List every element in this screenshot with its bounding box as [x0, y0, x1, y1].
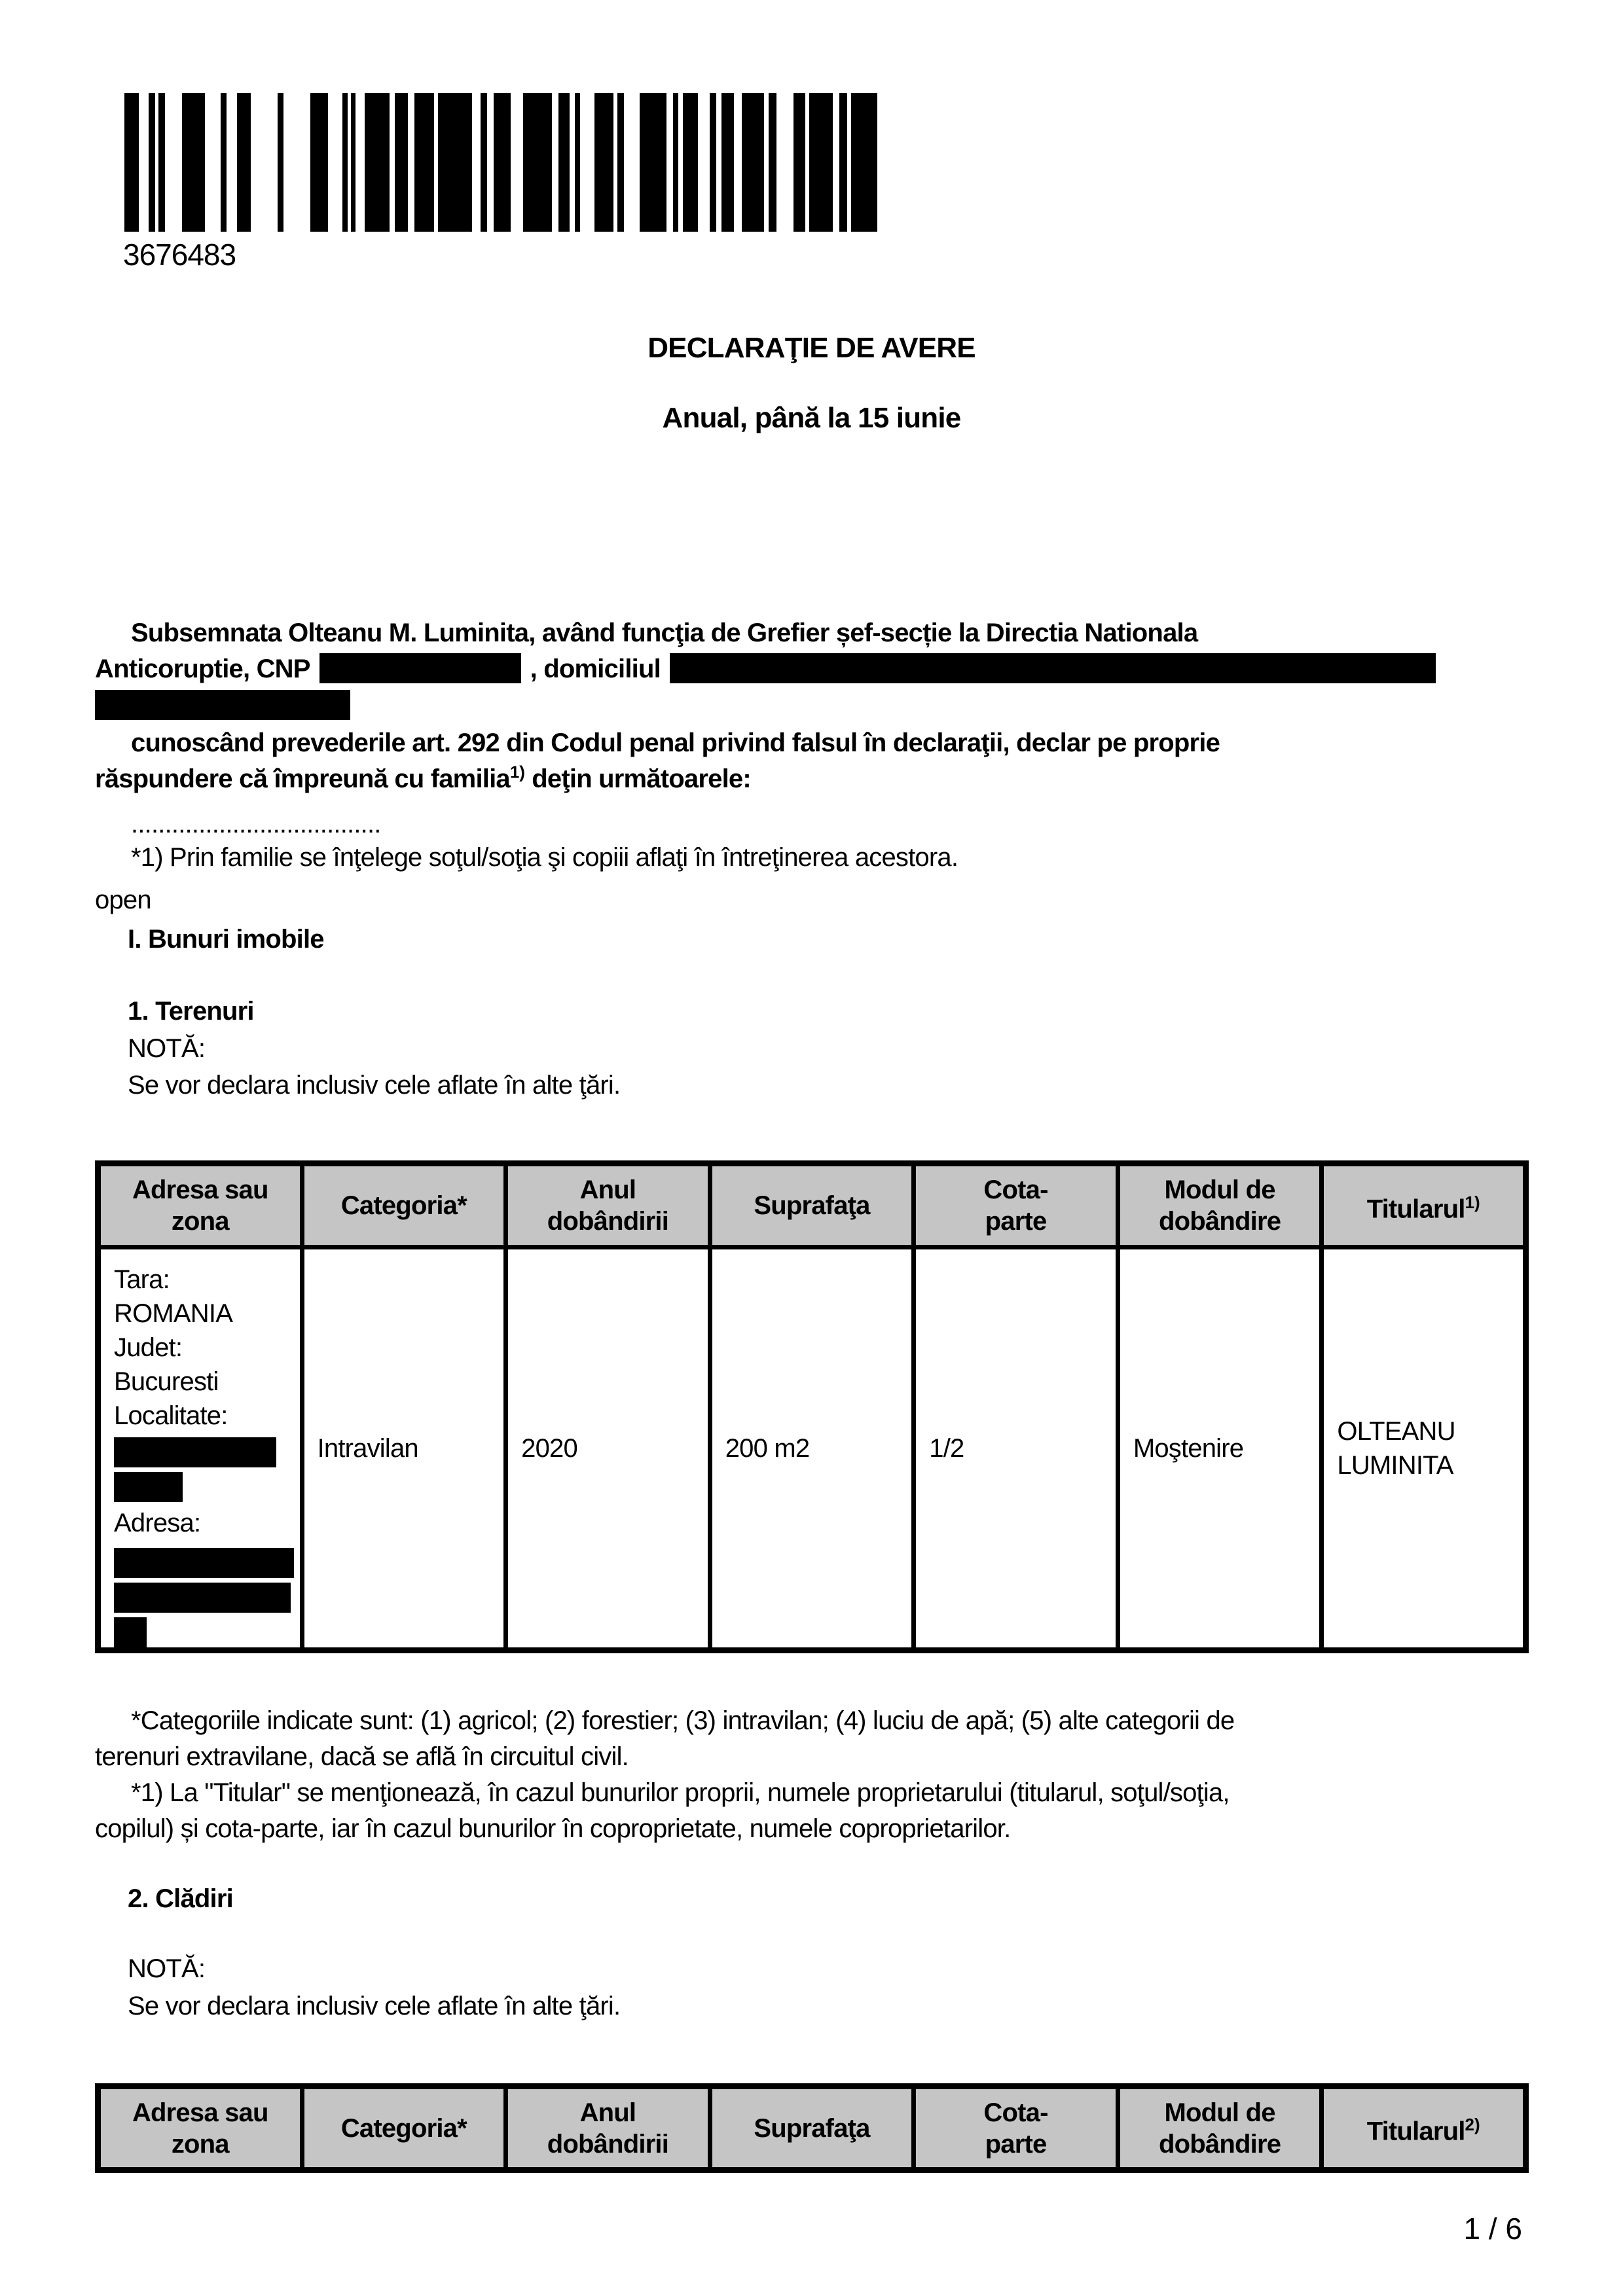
barcode-bar [742, 93, 763, 232]
bld-col-titular-label: Titularul [1366, 2117, 1465, 2146]
intro-line-3 [95, 688, 1529, 723]
nota-text-2: Se vor declara inclusiv cele aflate în alte ţări. [128, 1992, 621, 2020]
barcode-gap [251, 93, 278, 232]
oath-line-2 [95, 761, 1529, 797]
redaction-box-cnp [319, 653, 521, 683]
page-number: 1 / 6 [1463, 2212, 1522, 2246]
bld-col-cota-l2: parte [985, 2129, 1047, 2159]
bld-col-cota-l1: Cota- [983, 2098, 1048, 2127]
bld-col-suprafata-l1: Suprafaţa [754, 2113, 870, 2143]
page-title: DECLARAŢIE DE AVERE [647, 332, 976, 364]
bld-col-categoria-l1: Categoria* [340, 2113, 467, 2143]
buildings-table [95, 2083, 1529, 2173]
addr-judet-value: Bucuresti [114, 1367, 219, 1396]
land-col-adresa-l1: Adresa sau [132, 1175, 268, 1204]
barcode-bar [793, 93, 805, 232]
bld-col-anul [506, 2087, 710, 2170]
land-col-categoria [302, 1164, 506, 1247]
barcode-gap [776, 93, 793, 232]
barcode-gap [666, 93, 673, 232]
land-col-adresa-l2: zona [171, 1207, 229, 1236]
land-col-titular-sup: 1) [1465, 1192, 1480, 1212]
page-subtitle: Anual, până la 15 iunie [662, 402, 961, 434]
intro-line-2-mid: , domiciliul [530, 655, 661, 683]
land-col-anul-l2: dobândirii [547, 1207, 669, 1236]
barcode-gap [205, 93, 221, 232]
land-cell-adresa [98, 1247, 302, 1651]
barcode-bar [351, 93, 356, 232]
barcode-gap [165, 93, 182, 232]
land-col-suprafata-l1: Suprafaţa [754, 1191, 870, 1220]
barcode-number: 3676483 [123, 238, 236, 272]
barcode-gap [227, 93, 238, 232]
land-col-titular-label: Titularul [1366, 1194, 1465, 1224]
bld-col-anul-l1: Anul [579, 2098, 636, 2127]
barcode-bar [769, 93, 776, 232]
nota-text-1: Se vor declara inclusiv cele aflate în alte ţări. [128, 1071, 621, 1100]
barcode-bar [494, 93, 511, 232]
addr-judet-label: Judet: [114, 1333, 183, 1362]
buildings-table-header-row [98, 2087, 1526, 2170]
oath-line-2-post: deţin următoarele: [524, 764, 751, 793]
land-cell-modul: Moştenire [1118, 1247, 1322, 1651]
barcode-gap [678, 93, 683, 232]
barcode-bar [278, 93, 283, 232]
bld-col-adresa [98, 2087, 302, 2170]
categories-note-line-2: terenuri extravilane, dacă se află în circuitul civil. [95, 1742, 629, 1771]
redaction-box-adresa-3 [114, 1617, 147, 1647]
intro-line-2-text: Anticoruptie, CNP [95, 655, 310, 683]
land-col-anul-l1: Anul [579, 1175, 636, 1204]
barcode-gap [570, 93, 575, 232]
barcode-bar [839, 93, 847, 232]
land-col-modul [1118, 1164, 1322, 1247]
bld-col-adresa-l2: zona [171, 2129, 229, 2159]
land-cell-suprafata: 200 m2 [710, 1247, 914, 1651]
open-text: open [95, 886, 151, 914]
nota-label-1: NOTĂ: [128, 1034, 206, 1063]
barcode-gap [624, 93, 640, 232]
land-cell-categoria: Intravilan [302, 1247, 506, 1651]
land-col-anul [506, 1164, 710, 1247]
addr-localitate-label: Localitate: [114, 1401, 228, 1430]
nota-label-2: NOTĂ: [128, 1954, 206, 1983]
barcode-gap [716, 93, 721, 232]
addr-tara-label: Tara: [114, 1265, 170, 1294]
barcode-gap [552, 93, 558, 232]
oath-footnote-sup: 1) [509, 762, 525, 782]
bld-col-titular-sup: 2) [1465, 2115, 1480, 2135]
barcode-bar [395, 93, 408, 232]
barcode-gap [764, 93, 769, 232]
redaction-box-localitate-2 [114, 1472, 183, 1502]
land-table-header-row [98, 1164, 1526, 1247]
barcode-bar [721, 93, 735, 232]
barcode-gap [356, 93, 365, 232]
barcode-bar [237, 93, 251, 232]
barcode-bar [365, 93, 389, 232]
barcode [124, 93, 877, 232]
addr-adresa-label: Adresa: [114, 1509, 201, 1537]
barcode-bar [575, 93, 580, 232]
land-cell-anul: 2020 [506, 1247, 710, 1651]
redaction-box-adresa-2 [114, 1583, 291, 1613]
redaction-box-adresa-1 [114, 1548, 294, 1578]
barcode-gap [390, 93, 395, 232]
barcode-bar [851, 93, 877, 232]
bld-col-anul-l2: dobândirii [547, 2129, 669, 2159]
barcode-bar [438, 93, 471, 232]
barcode-bar [594, 93, 614, 232]
land-col-modul-l2: dobândire [1159, 1207, 1281, 1236]
barcode-bar [673, 93, 678, 232]
redaction-box-domiciliu-2 [95, 690, 350, 720]
intro-line-2 [95, 651, 1529, 687]
barcode-gap [734, 93, 742, 232]
land-table-row [98, 1247, 1526, 1651]
titular-note-line-2: copilul) și cota-parte, iar în cazul bunurilor în coproprietate, numele coproprietarilor. [95, 1814, 1011, 1843]
barcode-bar [809, 93, 832, 232]
barcode-bar [221, 93, 227, 232]
barcode-bar [158, 93, 165, 232]
barcode-bar [683, 93, 699, 232]
barcode-bar [481, 93, 487, 232]
land-cell-cota: 1/2 [914, 1247, 1118, 1651]
land-col-cota-l2: parte [985, 1207, 1047, 1236]
barcode-gap [487, 93, 494, 232]
barcode-gap [472, 93, 481, 232]
bld-col-modul-l1: Modul de [1164, 2098, 1275, 2127]
intro-line-1: Subsemnata Olteanu M. Luminita, având funcţia de Grefier șef-secție la Directia Nationala [131, 619, 1198, 647]
barcode-gap [698, 93, 710, 232]
land-col-cota-l1: Cota- [983, 1175, 1048, 1204]
barcode-bar [523, 93, 551, 232]
barcode-bar [710, 93, 716, 232]
section-cladiri: 2. Clădiri [128, 1884, 233, 1913]
land-col-adresa [98, 1164, 302, 1247]
barcode-gap [408, 93, 414, 232]
barcode-gap [283, 93, 310, 232]
barcode-gap [328, 93, 342, 232]
barcode-gap [847, 93, 852, 232]
barcode-bar [310, 93, 329, 232]
bld-col-adresa-l1: Adresa sau [132, 2098, 268, 2127]
barcode-gap [511, 93, 524, 232]
land-cell-titular: OLTEANU LUMINITA [1322, 1247, 1526, 1651]
land-col-cota [914, 1164, 1118, 1247]
land-table [95, 1160, 1529, 1653]
barcode-gap [139, 93, 149, 232]
land-col-categoria-l1: Categoria* [340, 1191, 467, 1220]
land-col-modul-l1: Modul de [1164, 1175, 1275, 1204]
barcode-gap [805, 93, 810, 232]
barcode-gap [434, 93, 439, 232]
section-bunuri-imobile: I. Bunuri imobile [128, 925, 324, 954]
barcode-bar [124, 93, 139, 232]
redaction-box-localitate-1 [114, 1437, 276, 1467]
bld-col-modul-l2: dobândire [1159, 2129, 1281, 2159]
categories-note-line-1: *Categoriile indicate sunt: (1) agricol; (2) forestier; (3) intravilan; (4) luciu de apă; (5) alte categorii de [131, 1706, 1235, 1735]
barcode-bar [640, 93, 666, 232]
titular-note-line-1: *1) La "Titular" se menţionează, în cazul bunurilor proprii, numele proprietarului (titularul, soţul/soţia, [131, 1778, 1230, 1807]
bld-col-categoria [302, 2087, 506, 2170]
dotted-line: ..................................... [131, 810, 381, 838]
redaction-box-domiciliu [670, 653, 1436, 683]
land-col-suprafata [710, 1164, 914, 1247]
barcode-bar [617, 93, 624, 232]
bld-col-cota [914, 2087, 1118, 2170]
barcode-gap [580, 93, 594, 232]
barcode-bar [149, 93, 155, 232]
family-footnote: *1) Prin familie se înţelege soţul/soţia şi copiii aflaţi în întreţinerea acestora. [131, 843, 958, 872]
oath-line-1: cunoscând prevederile art. 292 din Codul penal privind falsul în declaraţii, declar pe proprie [131, 728, 1220, 757]
addr-tara-value: ROMANIA [114, 1299, 233, 1328]
barcode-bar [558, 93, 570, 232]
barcode-gap [833, 93, 839, 232]
bld-col-titular [1322, 2087, 1526, 2170]
bld-col-modul [1118, 2087, 1322, 2170]
bld-col-suprafata [710, 2087, 914, 2170]
land-col-titular [1322, 1164, 1526, 1247]
section-terenuri: 1. Terenuri [128, 997, 254, 1026]
barcode-bar [342, 93, 348, 232]
barcode-bar [182, 93, 205, 232]
oath-line-2-pre: răspundere că împreună cu familia [95, 764, 510, 793]
barcode-bar [414, 93, 434, 232]
